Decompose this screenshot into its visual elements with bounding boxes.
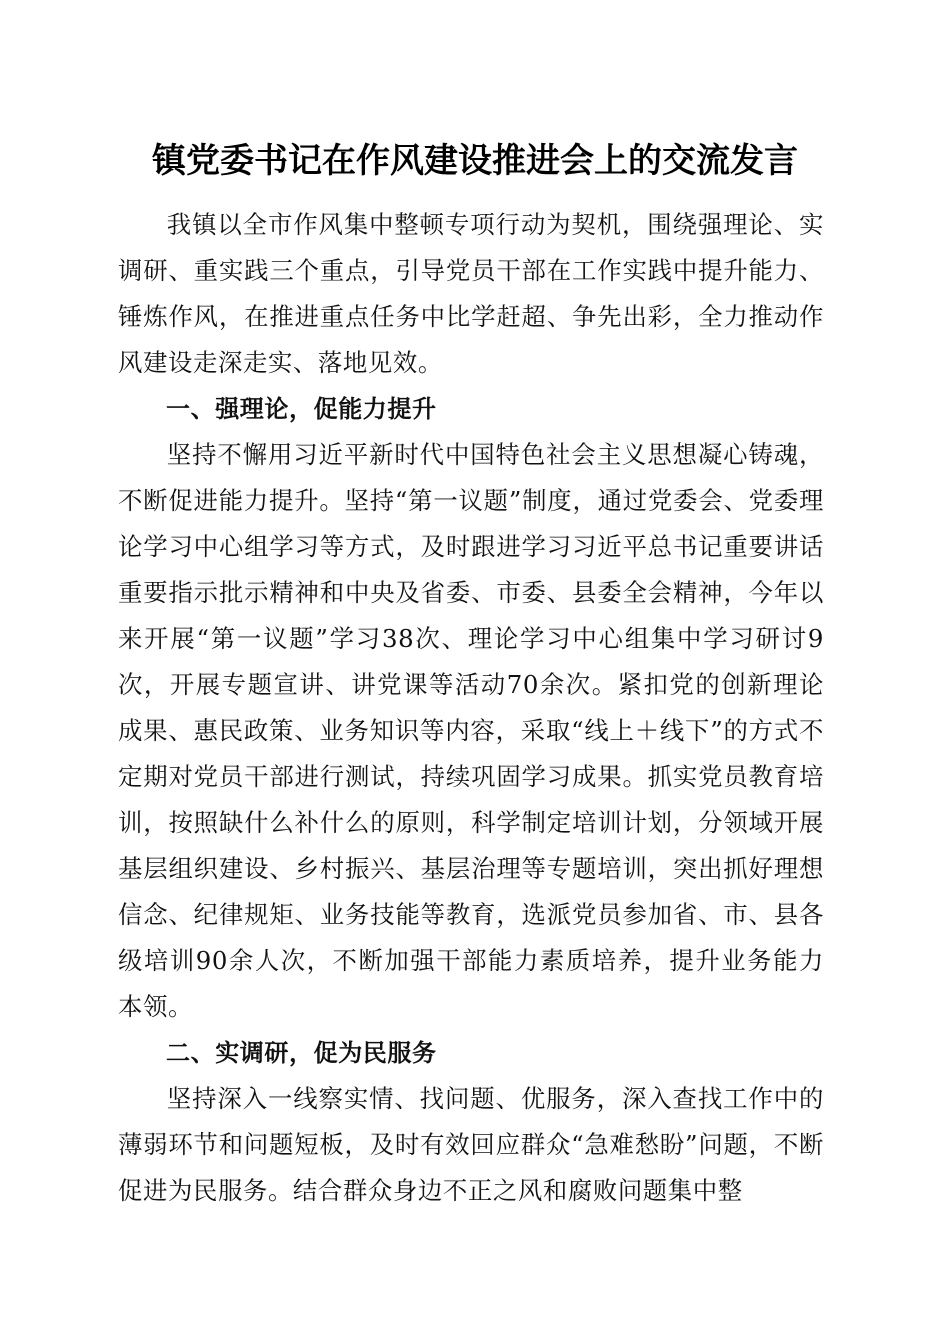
section-2-heading: 二、实调研，促为民服务 [166, 1039, 437, 1067]
document-title: 镇党委书记在作风建设推进会上的交流发言 [152, 141, 798, 181]
section-1-heading: 一、强理论，促能力提升 [166, 395, 437, 423]
intro-paragraph: 我镇以全市作风集中整顿专项行动为契机，围绕强理论、实调研、重实践三个重点，引导党员干部在工作实践中提升能力、锤炼作风，在推进重点任务中比学赶超、争先出彩，全力推动作风建设走深走实、落地见效。 [118, 210, 824, 377]
document-body [118, 202, 824, 1214]
section-1-paragraph: 坚持不懈用习近平新时代中国特色社会主义思想凝心铸魂，不断促进能力提升。坚持“第一议题”制度，通过党委会、党委理论学习中心组学习等方式，及时跟进学习习近平总书记重要讲话重要指示批示精神和中央及省委、市委、县委全会精神，今年以来开展“第一议题”学习38次、理论学习中心组集中学习研讨9次，开展专题宣讲、讲党课等活动70余次。紧扣党的创新理论成果、惠民政策、业务知识等内容，采取“线上＋线下”的方式不定期对党员干部进行测试，持续巩固学习成果。抓实党员教育培训，按照缺什么补什么的原则，科学制定培训计划，分领域开展基层组织建设、乡村振兴、基层治理等专题培训，突出抓好理想信念、纪律规矩、业务技能等教育，选派党员参加省、市、县各级培训90余人次，不断加强干部能力素质培养，提升业务能力本领。 [118, 440, 824, 1021]
section-2-paragraph: 坚持深入一线察实情、找问题、优服务，深入查找工作中的薄弱环节和问题短板，及时有效回应群众“急难愁盼”问题，不断促进为民服务。结合群众身边不正之风和腐败问题集中整 [118, 1084, 824, 1205]
